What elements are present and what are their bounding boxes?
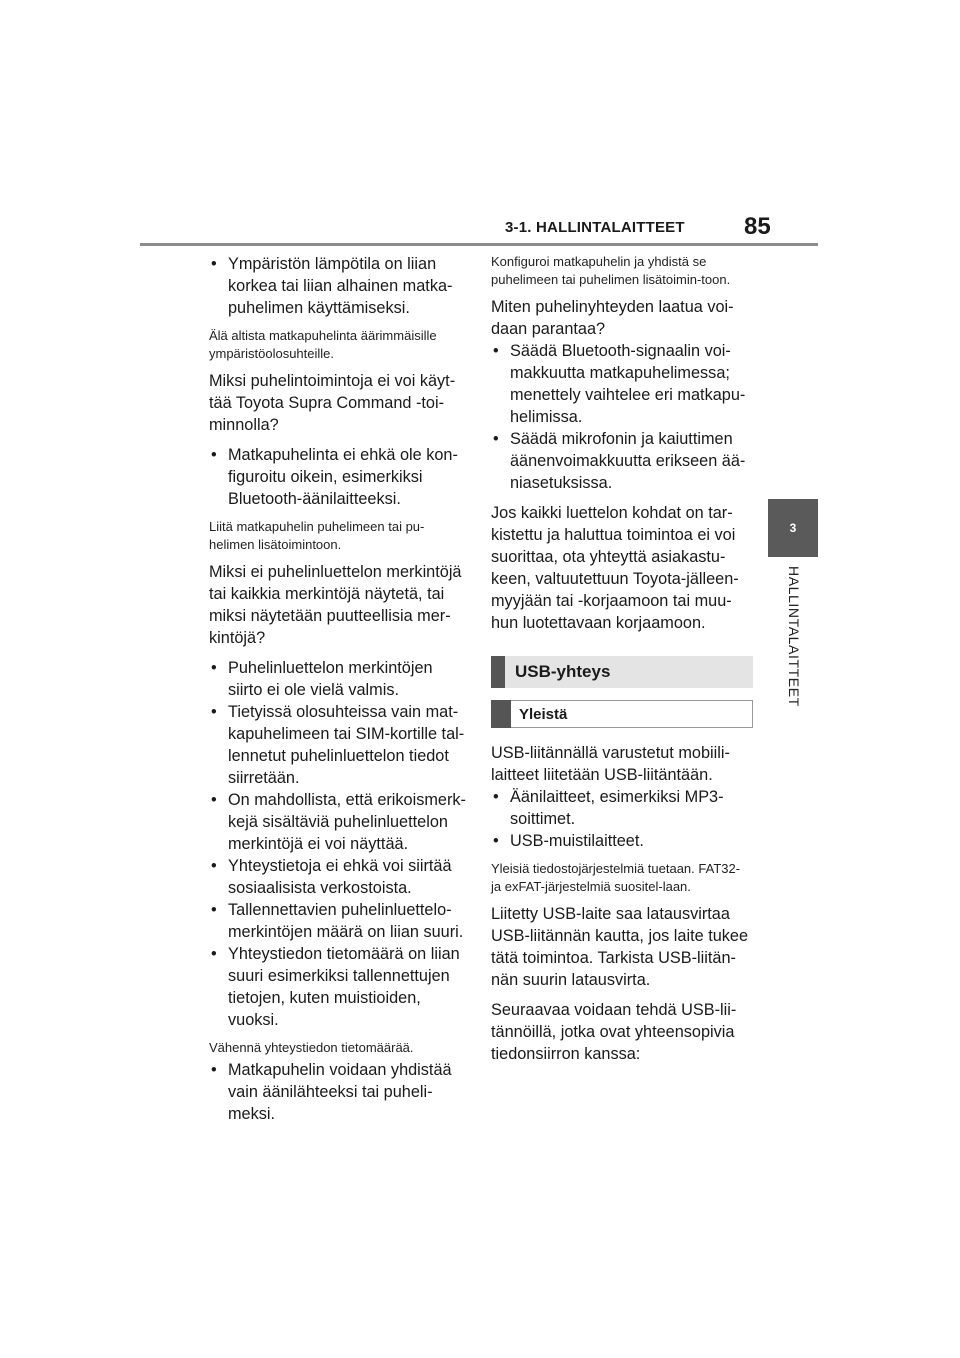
section-heading	[491, 656, 753, 688]
subheading-marker	[491, 700, 511, 728]
note: Liitä matkapuhelin puhelimeen tai pu-helimen lisätoimintoon.	[209, 519, 425, 552]
list-item: • Matkapuhelinta ei ehkä ole kon-figuroitu oikein, esimerkiksi Bluetooth-äänilaitteeksi.	[209, 444, 467, 510]
paragraph: USB-liitännällä varustetut mobiili-laitteet liitetään USB-liitäntään.	[491, 744, 730, 784]
bullet-list	[209, 253, 467, 319]
list-item: • Säädä Bluetooth-signaalin voi-makkuutta matkapuhelimessa; menettely vaihtelee eri matkapu-helimissa.	[491, 340, 753, 428]
question: Miksi ei puhelinluettelon merkintöjä tai kaikkia merkintöjä näytetä, tai miksi näytetään puutteellisia mer-kintöjä?	[209, 563, 462, 647]
paragraph: Liitetty USB-laite saa latausvirtaa USB-liitännän kautta, jos laite tukee tätä toimintoa. Tarkista USB-liitän-nän suurin latausvirta.	[491, 905, 749, 989]
bullet-list	[209, 1059, 467, 1125]
header-rule	[140, 243, 818, 246]
bullet-list	[491, 786, 753, 852]
chapter-tab: 3	[768, 499, 818, 557]
question: Miksi puhelintoimintoja ei voi käyt-tää Toyota Supra Command -toi-minnolla?	[209, 372, 456, 434]
paragraph: Jos kaikki luettelon kohdat on tar-kistettu ja haluttua toimintoa ei voi suorittaa, ota yhteyttä asiakastu-keen, valtuutettuun Toyota-jälleen-myyjään tai -korjaamoon tai muu-hun luotettavaan korjaamoon.	[491, 504, 739, 632]
chapter-label: HALLINTALAITTEET	[786, 566, 802, 707]
heading-marker	[491, 656, 505, 688]
list-item: • Tallennettavien puhelinluettelo-merkintöjen määrä on liian suuri.	[209, 899, 467, 943]
subsection-heading	[491, 700, 753, 728]
subsection-heading-text: Yleistä	[519, 705, 568, 723]
list-item: • Matkapuhelin voidaan yhdistää vain äänilähteeksi tai puheli-meksi.	[209, 1059, 467, 1125]
bullet-list	[491, 340, 753, 494]
list-item: • Säädä mikrofonin ja kaiuttimen äänenvoimakkuutta erikseen ää-niasetuksissa.	[491, 428, 753, 494]
left-column	[209, 253, 467, 1133]
list-item: • Puhelinluettelon merkintöjen siirto ei ole vielä valmis.	[209, 657, 467, 701]
bullet-list	[209, 444, 467, 510]
list-item: • Ympäristön lämpötila on liian korkea tai liian alhainen matka-puhelimen käyttämiseksi.	[209, 253, 467, 319]
list-item: • Yhteystiedon tietomäärä on liian suuri esimerkiksi tallennettujen tietojen, kuten muistioiden, vuoksi.	[209, 943, 467, 1031]
list-item: • Yhteystietoja ei ehkä voi siirtää sosiaalisista verkostoista.	[209, 855, 467, 899]
section-heading-text: USB-yhteys	[515, 662, 611, 681]
note: Vähennä yhteystiedon tietomäärää.	[209, 1040, 414, 1055]
note: Yleisiä tiedostojärjestelmiä tuetaan. FAT32- ja exFAT-järjestelmiä suositel-laan.	[491, 861, 741, 894]
list-item: • Tietyissä olosuhteissa vain mat-kapuhelimeen tai SIM-kortille tal-lennetut puhelinluettelon tiedot siirretään.	[209, 701, 467, 789]
paragraph: Seuraavaa voidaan tehdä USB-lii-tännöillä, jotka ovat yhteensopivia tiedonsiirron kanssa:	[491, 1001, 737, 1063]
question: Miten puhelinyhteyden laatua voi-daan parantaa?	[491, 298, 734, 338]
section-header: 3-1. HALLINTALAITTEET	[505, 219, 685, 236]
page-number: 85	[744, 213, 771, 240]
note: Älä altista matkapuhelinta äärimmäisille ympäristöolosuhteille.	[209, 328, 437, 361]
list-item: • Äänilaitteet, esimerkiksi MP3-soittimet.	[491, 786, 753, 830]
note: Konfiguroi matkapuhelin ja yhdistä se puhelimeen tai puhelimen lisätoimin-toon.	[491, 254, 731, 287]
right-column	[491, 253, 753, 1073]
bullet-list	[209, 657, 467, 1031]
list-item: • On mahdollista, että erikoismerk-kejä sisältäviä puhelinluettelon merkintöjä ei voi näyttää.	[209, 789, 467, 855]
list-item: • USB-muistilaitteet.	[491, 830, 753, 852]
